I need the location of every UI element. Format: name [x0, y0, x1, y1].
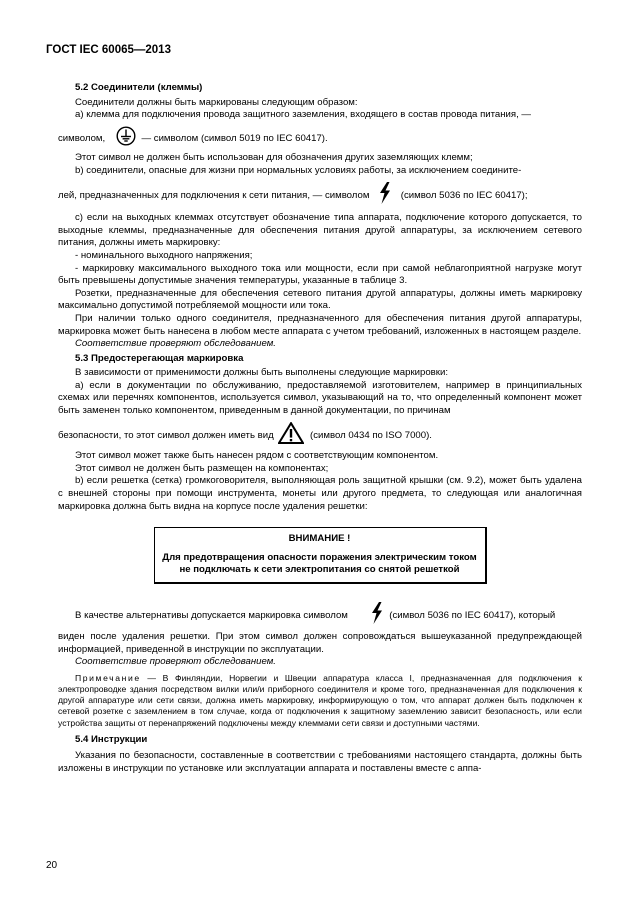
page-number: 20	[46, 860, 58, 871]
conformity-note: Соответствие проверяют обследованием.	[75, 656, 276, 668]
paragraph: В зависимости от применимости должны быть выполнены следующие маркировки:	[75, 367, 448, 379]
warning-text: Для предотвращения опасности поражения электрическим током не подключать к сети электропитания со снятой решеткой	[162, 551, 477, 576]
dangerous-voltage-icon	[353, 602, 384, 629]
paragraph: Соединители должны быть маркированы следующим образом:	[75, 96, 358, 108]
paragraph-with-icon: лей, предназначенных для подключения к сети питания, — символом (символ 5036 по IEC 60417);	[58, 182, 582, 209]
paragraph: b) соединители, опасные для жизни при нормальных условиях работы, за исключением соедините-	[75, 164, 522, 176]
list-item: - номинального выходного напряжения;	[75, 249, 253, 261]
dangerous-voltage-icon	[378, 182, 392, 209]
paragraph: виден после удаления решетки. При этом символ должен сопровождаться вышеуказанной предупреждающей информацией, приведенной в инструкции по эксплуатации.	[58, 631, 582, 655]
paragraph: Розетки, предназначенные для обеспечения сетевого питания другой аппаратуры, должны иметь маркировку максимально допустимой потребляемой мощности или тока.	[58, 287, 582, 312]
paragraph: а) клемма для подключения провода защитного заземления, входящего в состав провода питания, —	[75, 109, 532, 121]
paragraph-with-icon: безопасности, то этот символ должен иметь вид (символ 0434 по ISO 7000).	[58, 422, 582, 449]
paragraph: При наличии только одного соединителя, предназначенного для обеспечения питания другой аппаратуры, маркировка может быть нанесена в любом месте аппарата с учетом требований, изложенных в настоящем разделе.	[58, 312, 582, 337]
caution-triangle-icon	[278, 422, 304, 449]
paragraph: а) если в документации по обслуживанию, предоставляемой изготовителем, например в принципиальных схемах или перечнях компонентов, используется символ, указывающий на то, что определенный компонент может быть заменен только компонентом, приведенным в данной документации, по причинам	[58, 379, 582, 417]
note	[58, 673, 582, 729]
page-header: ГОСТ IEC 60065—2013	[46, 44, 171, 56]
warning-box	[154, 527, 487, 584]
list-item: - маркировку максимального выходного тока или мощности, если при самой неблагоприятной нагрузке могут быть превышены допустимые значения температуры, указанные в таблице 3.	[58, 262, 582, 287]
paragraph-with-icon: символом, — символом (символ 5019 по IEC 60417).	[58, 126, 582, 151]
paragraph: Этот символ не должен быть размещен на компонентах;	[75, 462, 329, 474]
warning-title: ВНИМАНИЕ !	[288, 533, 351, 545]
paragraph: Этот символ может также быть нанесен рядом с соответствующим компонентом.	[75, 450, 439, 462]
paragraph: Указания по безопасности, составленные в соответствии с требованиями настоящего стандарта, должны быть изложены в инструкции по установке или эксплуатации аппарата и поставлены вместе с аппа-	[58, 750, 582, 775]
conformity-note: Соответствие проверяют обследованием.	[75, 338, 276, 350]
protective-earth-icon	[116, 126, 136, 151]
note-label: Примечание	[75, 672, 141, 683]
paragraph: с) если на выходных клеммах отсутствует обозначение типа аппарата, подключение которого допускается, то выходные клеммы, предназначенные для обеспечения питания другой аппаратуры, за исключением сетевого питания, должны иметь маркировку:	[58, 212, 582, 249]
section-5-3-title: 5.3 Предостерегающая маркировка	[75, 352, 244, 364]
note-text: — В Финляндии, Норвегии и Швеции аппаратура класса I, предназначенная для подключения к электропроводке здания посредством вилки или/и приборного соединителя и кроме того, предназначенная для подключения к другой аппаратуре или сети связи, должна иметь маркировку, информирующую о том, что аппарат должен быть подключен к сетевой розетке с заземлением в том случае, когда от подключения к защитному заземлению зависит безопасность, или если устройства защиты от перенапряжений подключены между клеммами сети связи и доступными частями.	[58, 672, 582, 728]
section-5-2-title: 5.2 Соединители (клеммы)	[75, 82, 203, 93]
paragraph: b) если решетка (сетка) громкоговорителя, выполняющая роль защитной крышки (см. 9.2), может быть удалена с внешней стороны при помощи инструмента, монеты или другого предмета, то следующая или аналогичная маркировка должна быть видна на корпусе после удаления решетки:	[58, 475, 582, 512]
paragraph-with-icon: В качестве альтернативы допускается маркировка символом (символ 5036 по IEC 60417), который	[58, 602, 582, 629]
paragraph: Этот символ не должен быть использован для обозначения других заземляющих клемм;	[75, 152, 473, 164]
page-content	[58, 82, 582, 776]
section-5-4-title: 5.4 Инструкции	[75, 733, 148, 745]
